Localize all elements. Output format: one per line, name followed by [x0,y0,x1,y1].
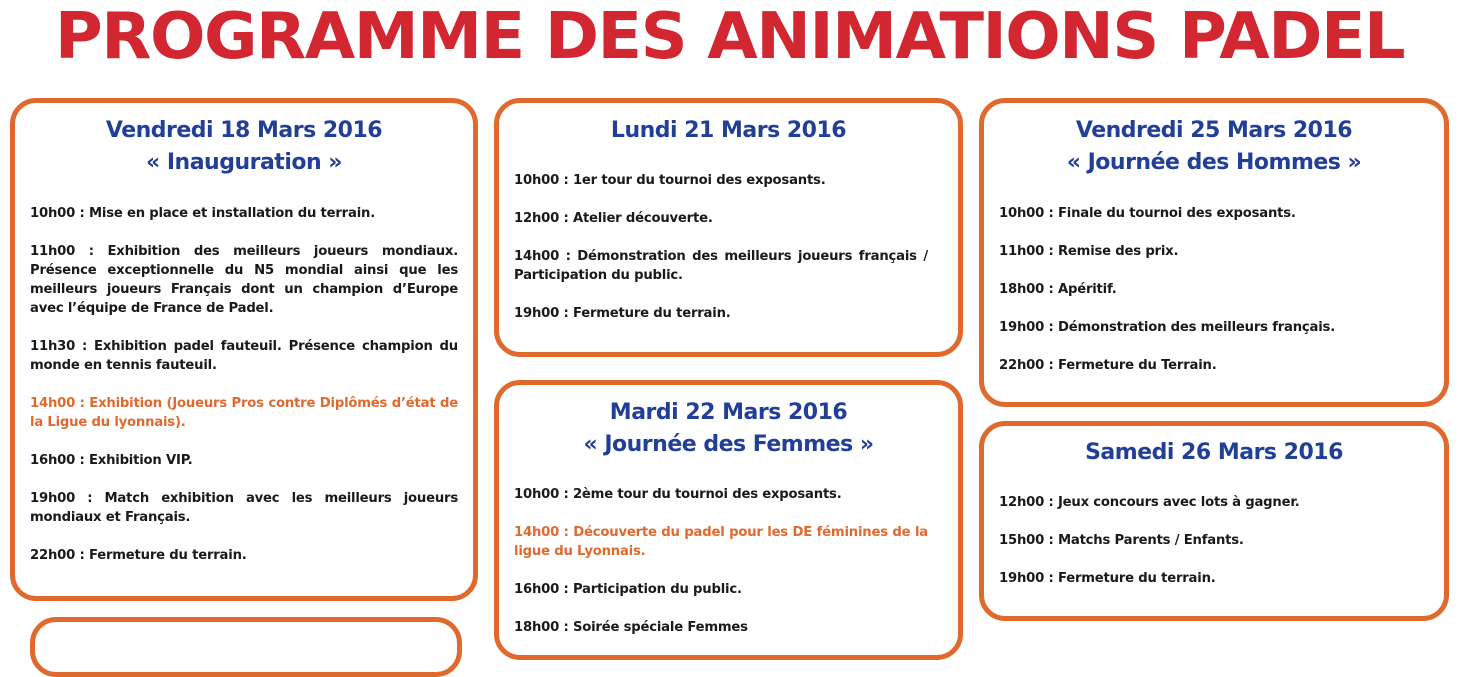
schedule-list [514,171,928,342]
schedule-entry: 15h00 : Matchs Parents / Enfants. [999,533,1244,548]
day-theme: « Journée des Hommes » [1066,150,1362,175]
day-theme[interactable]: « Inauguration » [145,150,343,175]
day-date: Lundi 21 Mars 2016 [610,118,847,143]
day-date: Samedi 26 Mars 2016 [1085,440,1343,465]
schedule-entry: 22h00 : Fermeture du terrain. [30,548,247,563]
schedule-entry: 18h00 : Apéritif. [999,282,1117,297]
schedule-entry: 19h00 : Fermeture du terrain. [514,306,731,321]
schedule-entry: 11h30 : Exhibition padel fauteuil. Présence champion du monde en tennis fauteuil. [30,339,458,373]
day-date: Vendredi 25 Mars 2016 [1075,118,1353,143]
day-card-vendredi-18 [10,98,478,601]
day-card-samedi-26 [979,421,1449,621]
schedule-list [514,485,928,656]
day-date: Vendredi 18 Mars 2016 [105,118,383,143]
schedule-entry: 19h00 : Match exhibition avec les meilleurs joueurs mondiaux et Français. [30,491,458,525]
day-theme: « Journée des Femmes » [583,432,874,457]
schedule-entry: 11h00 : Exhibition des meilleurs joueurs mondiaux. Présence exceptionnelle du N5 mondial ainsi que les meilleurs joueurs Français dont un champion d’Europe avec l’équipe de France de Padel. [30,244,458,316]
day-card-lundi-21 [494,98,963,357]
schedule-entry: 10h00 : 2ème tour du tournoi des exposants. [514,487,842,502]
schedule-entry: 12h00 : Atelier découverte. [514,211,713,226]
poster-title: PROGRAMME DES ANIMATIONS PADEL [54,0,1405,74]
schedule-entry: 11h00 : Remise des prix. [999,244,1179,259]
day-card-vendredi-25 [979,98,1449,407]
day-card-partial [30,617,462,677]
schedule-entry: 14h00 : Démonstration des meilleurs joueurs français / Participation du public. [514,249,928,283]
schedule-entry: 12h00 : Jeux concours avec lots à gagner. [999,495,1300,510]
schedule-entry: 16h00 : Participation du public. [514,582,742,597]
schedule-entry: 10h00 : 1er tour du tournoi des exposants. [514,173,826,188]
schedule-entry-highlight: 14h00 : Exhibition (Joueurs Pros contre Diplômés d’état de la Ligue du lyonnais). [30,396,458,430]
schedule-entry: 22h00 : Fermeture du Terrain. [999,358,1217,373]
schedule-entry: 19h00 : Démonstration des meilleurs français. [999,320,1336,335]
schedule-entry-highlight: 14h00 : Découverte du padel pour les DE féminines de la ligue du Lyonnais. [514,525,928,559]
day-date: Mardi 22 Mars 2016 [609,400,848,425]
schedule-entry: 19h00 : Fermeture du terrain. [999,571,1216,586]
schedule-list [999,493,1429,607]
schedule-entry: 18h00 : Soirée spéciale Femmes [514,620,748,635]
schedule-entry: 10h00 : Finale du tournoi des exposants. [999,206,1296,221]
schedule-list [999,204,1429,394]
schedule-list [30,204,458,584]
day-card-mardi-22 [494,380,963,660]
schedule-entry: 16h00 : Exhibition VIP. [30,453,193,468]
schedule-entry: 10h00 : Mise en place et installation du terrain. [30,206,376,221]
